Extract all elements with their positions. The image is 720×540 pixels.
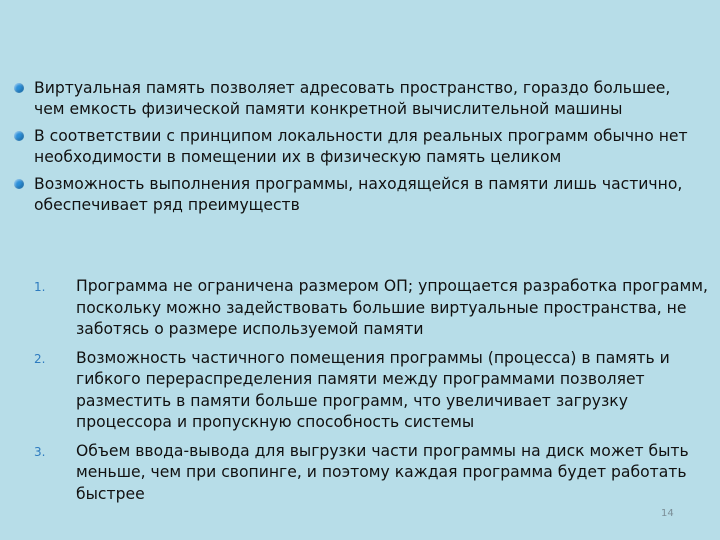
bullet-icon — [14, 179, 24, 189]
bullet-item — [14, 78, 704, 120]
bullet-icon — [14, 131, 24, 141]
bullet-text: Виртуальная память позволяет адресовать пространство, гораздо большее, чем емкость физической памяти конкретной вычислительной машины — [34, 79, 671, 118]
page-number: 14 — [661, 508, 674, 519]
bullet-icon — [14, 83, 24, 93]
numbered-item — [34, 348, 714, 434]
number-marker: 1. — [34, 280, 46, 294]
bullet-text: Возможность выполнения программы, находящейся в памяти лишь частично, обеспечивает ряд преимуществ — [34, 175, 683, 214]
numbered-item — [34, 276, 714, 341]
numbered-text: Программа не ограничена размером ОП; упрощается разработка программ, поскольку можно задействовать большие виртуальные пространства, не заботясь о размере используемой памяти — [76, 277, 708, 338]
numbered-item — [34, 441, 714, 506]
numbered-list — [34, 276, 714, 512]
numbered-text: Возможность частичного помещения программы (процесса) в память и гибкого перераспределения памяти между программами позволяет разместить в памяти больше программ, что увеличивает загрузку процессора и пропускную способность системы — [76, 348, 670, 431]
bullet-text: В соответствии с принципом локальности для реальных программ обычно нет необходимости в помещении их в физическую память целиком — [34, 127, 688, 166]
bullet-list — [14, 78, 704, 222]
numbered-text: Объем ввода-вывода для выгрузки части программы на диск может быть меньше, чем при свопинге, и поэтому каждая программа будет работать быстрее — [76, 441, 689, 503]
number-marker: 3. — [34, 444, 46, 459]
bullet-item — [14, 126, 704, 168]
number-marker: 2. — [34, 351, 46, 366]
bullet-item — [14, 174, 704, 216]
